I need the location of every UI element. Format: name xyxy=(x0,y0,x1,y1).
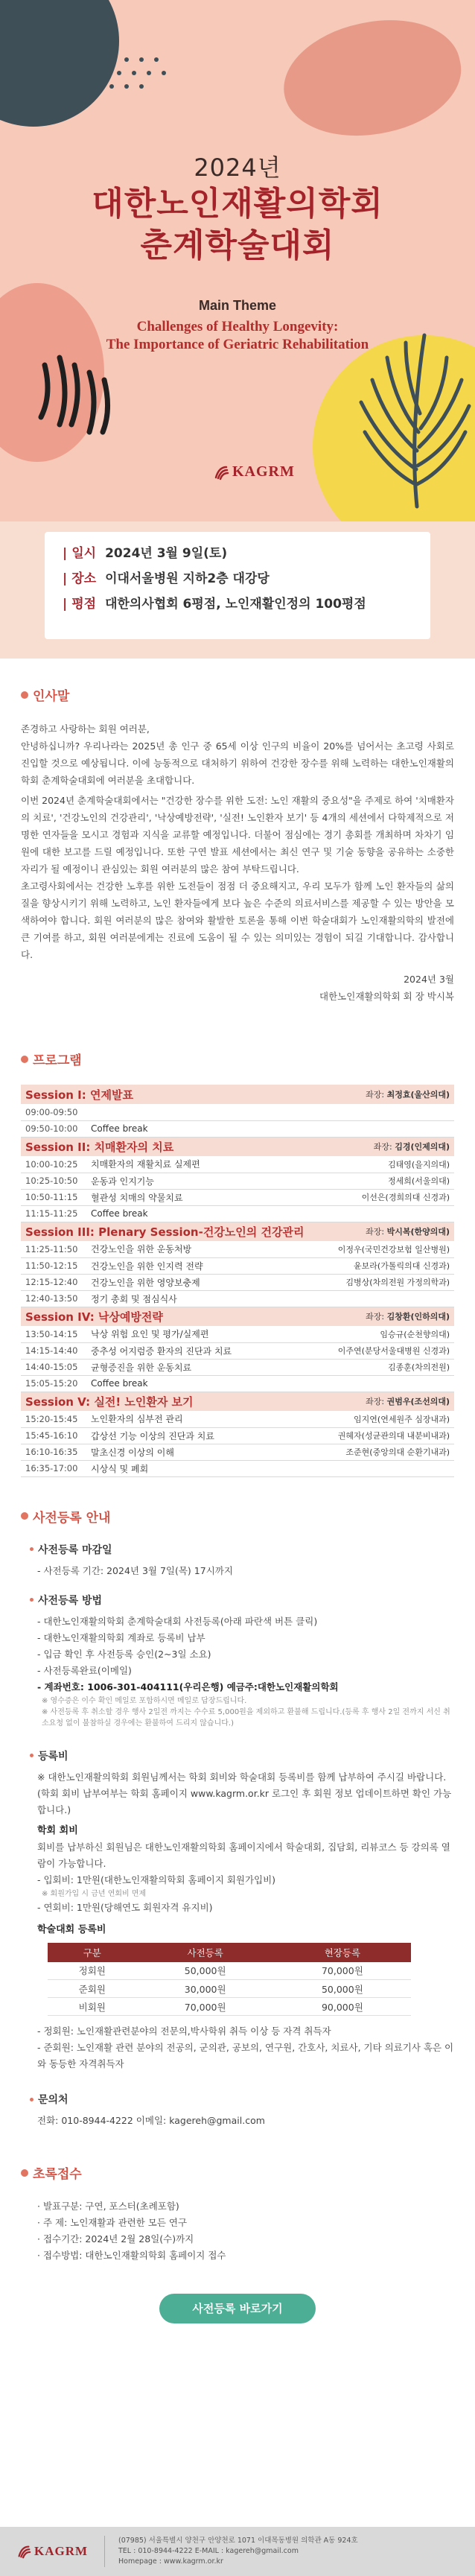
program-speaker: 조준현(중앙의대 순환기내과) xyxy=(325,1444,454,1460)
greeting-p1: 존경하고 사랑하는 회원 여러분, xyxy=(21,723,150,735)
program-row xyxy=(21,1173,454,1189)
program-speaker: 김태영(을지의대) xyxy=(325,1156,454,1173)
fee-row: 비회원 70,000원 90,000원 xyxy=(48,1998,411,2016)
fee-table xyxy=(48,1943,411,2017)
program-title: 운동과 인지기능 xyxy=(86,1173,325,1189)
program-row xyxy=(21,1104,454,1120)
program-speaker: 임승규(순천향의대) xyxy=(325,1326,454,1342)
dues-note: ※ 회원가입 시 금년 연회비 면제 xyxy=(42,1889,147,1898)
decor-dots xyxy=(104,52,201,119)
abstract-heading: 초록접수 xyxy=(21,2163,454,2182)
method-item: - 사전등록완료(이메일) xyxy=(37,1664,132,1676)
program-time: 12:15-12:40 xyxy=(21,1274,86,1290)
program-speaker: 이선은(경희의대 신경과) xyxy=(325,1189,454,1205)
program-row xyxy=(21,1427,454,1444)
kagrm-logo-icon xyxy=(16,2544,31,2559)
info-row-credits: | 평점 대한의사협회 6평점, 노인재활인정의 100평점 xyxy=(63,597,366,612)
main-theme xyxy=(0,298,475,354)
abstract-body xyxy=(21,2198,454,2264)
program-time: 11:50-12:15 xyxy=(21,1257,86,1274)
session-title: Session III: Plenary Session-건강노인의 건강관리 xyxy=(25,1225,305,1239)
program-time: 10:50-11:15 xyxy=(21,1189,86,1205)
program-time: 13:50-14:15 xyxy=(21,1326,86,1342)
program-title: Coffee break xyxy=(86,1120,325,1137)
session-header xyxy=(21,1392,454,1411)
hero-title-line1: 대한노인재활의학회 xyxy=(92,185,383,223)
event-info xyxy=(0,521,475,659)
program-title: 낙상 위험 요인 및 평가/실제편 xyxy=(86,1326,325,1342)
session-title: Session II: 치매환자의 치료 xyxy=(25,1140,174,1154)
member-note: - 정회원: 노인재활관련분야의 전문의,박사학위 취득 이상 등 자격 취득자 xyxy=(37,2025,331,2037)
session-chair: 최정효(울산의대) xyxy=(386,1090,450,1100)
session-chair: 권범우(조선의대) xyxy=(386,1397,450,1407)
program-title: 균형증진을 위한 운동치료 xyxy=(86,1359,325,1375)
program-time: 16:35-17:00 xyxy=(21,1460,86,1476)
fee-title: 등록비 xyxy=(30,1748,454,1763)
program-time: 14:15-14:40 xyxy=(21,1342,86,1359)
fee-table-header: 구분 xyxy=(48,1943,137,1962)
greeting-p4: 초고령사회에서는 건강한 노후를 위한 도전들이 점점 더 중요해지고, 우리 모두가 함께 노인 환자들의 삶의 질을 향상시키기 위해 노력하고, 노인 환자들에게 보다 높은 수준의 의료서비스를 제공할 수 있는 방안을 모색하여야 합니다. 회원 여러분의 많은 참여와 활발한 토론을 통해 이번 학술대회가 노인재활의학의 발전에 큰 기여를 하고, 회원 여러분에게는 진료에 도움이 될 수 있는 의미있는 경험이 되길 기대합니다. 감사합니다. xyxy=(21,881,454,960)
program-row xyxy=(21,1274,454,1290)
program-time: 10:00-10:25 xyxy=(21,1156,86,1173)
contact-title: 문의처 xyxy=(30,2092,454,2107)
session-chair: 김창환(인하의대) xyxy=(386,1312,450,1322)
hero-title-line2: 춘계학술대회 xyxy=(140,226,335,264)
session-header xyxy=(21,1085,454,1104)
fee-row: 준회원 30,000원 50,000원 xyxy=(48,1980,411,1998)
program-time: 11:15-11:25 xyxy=(21,1205,86,1222)
session-chair-label: 좌장: xyxy=(373,1142,392,1152)
hero-banner xyxy=(0,0,475,521)
bullet-dot-icon xyxy=(21,691,28,699)
program-row xyxy=(21,1375,454,1392)
program-title: 시상식 및 폐회 xyxy=(86,1460,325,1476)
program-speaker: 정세희(서울의대) xyxy=(325,1173,454,1189)
footer-logo-text: KAGRM xyxy=(34,2544,89,2558)
registration-body xyxy=(21,1542,454,2130)
program-speaker xyxy=(325,1460,454,1476)
program-title: 정기 총회 및 점심식사 xyxy=(86,1290,325,1307)
program-speaker xyxy=(325,1290,454,1307)
dues-text: - 연회비: 1만원(당해연도 회원자격 유지비) xyxy=(37,1901,213,1913)
footer-tel-email: TEL : 010-8944-4222 E-MAIL : kagereh@gmail.com xyxy=(118,2547,299,2555)
session-header xyxy=(21,1137,454,1156)
program-time: 16:10-16:35 xyxy=(21,1444,86,1460)
bullet-dot-icon xyxy=(30,1754,34,1757)
program-speaker: 권혜자(성균관의대 내분비내과) xyxy=(325,1427,454,1444)
method-note: ※ 영수증은 이수 확인 메일로 포함하시면 메일로 답장드립니다. xyxy=(42,1696,247,1705)
greeting-signer: 대한노인재활의학회 회 장 박시복 xyxy=(319,991,454,1002)
bullet-dot-icon xyxy=(21,2169,28,2177)
method-item: - 대한노인재활의학회 계좌로 등록비 납부 xyxy=(37,1631,205,1643)
program-time: 10:25-10:50 xyxy=(21,1173,86,1189)
session-chair: 박시복(한양의대) xyxy=(386,1227,450,1237)
greeting-body xyxy=(21,720,454,1005)
program-row xyxy=(21,1205,454,1222)
bullet-dot-icon xyxy=(21,1512,28,1520)
program-speaker xyxy=(325,1375,454,1392)
session-chair: 김경(인제의대) xyxy=(395,1142,450,1152)
fee-table-title: 학술대회 등록비 xyxy=(37,1923,106,1935)
program-time: 14:40-15:05 xyxy=(21,1359,86,1375)
program-title: 중추성 어지럼증 환자의 진단과 치료 xyxy=(86,1342,325,1359)
bullet-dot-icon xyxy=(30,1547,34,1551)
main-theme-line1: Challenges of Healthy Longevity: xyxy=(136,319,339,334)
session-title: Session I: 연제발표 xyxy=(25,1088,133,1102)
decor-brush-strokes xyxy=(15,350,164,484)
fee-text: ※ 대한노인재활의학회 회원님께서는 학회 회비와 학술대회 등록비를 함께 납부하여 주시길 바랍니다.(학회 회비 납부여부는 학회 홈페이지 www.kagrm.or.kr 로그인 후 회원 정보 업데이트하면 확인 가능합니다.) xyxy=(37,1771,452,1815)
dues-text: 회비를 납부하신 회원님은 대한노인재활의학회 홈페이지에서 학술대회, 집담회, 리뷰코스 등 강의록 열람이 가능합니다. xyxy=(37,1841,450,1869)
main-theme-label: Main Theme xyxy=(198,298,277,313)
program-speaker: 이정우(국민건강보험 일산병원) xyxy=(325,1241,454,1257)
abstract-item: · 접수방법: 대한노인재활의학회 홈페이지 접수 xyxy=(37,2250,226,2261)
bullet-dot-icon xyxy=(30,2098,34,2101)
info-row-venue: | 장소 이대서울병원 지하2층 대강당 xyxy=(63,571,270,586)
program-speaker: 임지연(연세원주 심장내과) xyxy=(325,1411,454,1427)
program-speaker xyxy=(325,1205,454,1222)
session-chair-label: 좌장: xyxy=(366,1090,385,1100)
program-heading: 프로그램 xyxy=(21,1050,454,1068)
abstract-item: · 접수기간: 2024년 2월 28일(수)까지 xyxy=(37,2233,194,2245)
program-row xyxy=(21,1241,454,1257)
program-speaker: 윤보라(가톨릭의대 신경과) xyxy=(325,1257,454,1274)
hero-year: 2024년 xyxy=(194,153,281,182)
program-row xyxy=(21,1411,454,1427)
event-info-rows xyxy=(63,541,366,617)
footer-homepage: Homepage : www.kagrm.or.kr xyxy=(118,2557,223,2566)
method-item: - 대한노인재활의학회 춘계학술대회 사전등록(아래 파란색 버튼 클릭) xyxy=(37,1615,318,1627)
program-title xyxy=(86,1104,325,1120)
program-table xyxy=(21,1085,454,1477)
program-row xyxy=(21,1189,454,1205)
fee-table-header: 현장등록 xyxy=(274,1943,411,1962)
program-time: 12:40-13:50 xyxy=(21,1290,86,1307)
abstract-item: · 발표구분: 구연, 포스터(초례포함) xyxy=(37,2201,179,2212)
program-row xyxy=(21,1326,454,1342)
program-time: 15:20-15:45 xyxy=(21,1411,86,1427)
program-row xyxy=(21,1156,454,1173)
hero-title-block xyxy=(0,149,475,267)
footer-address: (07985) 서울특별시 양천구 안양천로 1071 이대목동병원 의학관 A동 924호 xyxy=(118,2537,358,2545)
program-speaker xyxy=(325,1104,454,1120)
program-speaker: 이주연(분당서울대병원 신경과) xyxy=(325,1342,454,1359)
deadline-title: 사전등록 마감일 xyxy=(30,1542,454,1557)
program-row xyxy=(21,1120,454,1137)
program-title: Coffee break xyxy=(86,1375,325,1392)
program-time: 15:45-16:10 xyxy=(21,1427,86,1444)
main-content xyxy=(0,685,475,2323)
hero-logo xyxy=(213,463,295,480)
method-note: ※ 사전등록 후 취소할 경우 행사 2일전 까지는 수수료 5,000원을 제외하고 환불해 드립니다.(등록 후 행사 2일 전까지 서신 취소요청 없이 불참하실 경우에는 환불하여 드리지 않습니다.) xyxy=(42,1707,450,1728)
method-item: - 입금 확인 후 사전등록 승인(2~3일 소요) xyxy=(37,1648,211,1660)
method-title: 사전등록 방법 xyxy=(30,1593,454,1608)
program-row xyxy=(21,1342,454,1359)
registration-heading: 사전등록 안내 xyxy=(21,1507,454,1526)
session-title: Session IV: 낙상예방전략 xyxy=(25,1310,163,1324)
program-row xyxy=(21,1444,454,1460)
main-theme-line2: The Importance of Geriatric Rehabilitation xyxy=(106,337,369,352)
decor-rose-blob xyxy=(273,5,471,152)
program-title: 혈관성 치매의 약물치료 xyxy=(86,1189,325,1205)
member-note: - 준회원: 노인재활 관련 분야의 전공의, 군의관, 공보의, 연구원, 간호사, 치료사, 기타 의료기사 혹은 이와 동등한 자격취득자 xyxy=(37,2042,454,2069)
program-row xyxy=(21,1257,454,1274)
session-header xyxy=(21,1307,454,1326)
fee-row: 정회원 50,000원 70,000원 xyxy=(48,1962,411,1980)
program-title: 건강노인을 위한 인지력 전략 xyxy=(86,1257,325,1274)
program-row xyxy=(21,1290,454,1307)
hero-logo-text: KAGRM xyxy=(232,463,295,480)
program-speaker xyxy=(325,1120,454,1137)
program-title: Coffee break xyxy=(86,1205,325,1222)
pre-registration-button[interactable]: 사전등록 바로가기 xyxy=(159,2294,316,2323)
deadline-text: - 사전등록 기간: 2024년 3월 7일(목) 17시까지 xyxy=(37,1564,233,1576)
bullet-dot-icon xyxy=(30,1598,34,1602)
program-time: 11:25-11:50 xyxy=(21,1241,86,1257)
program-time: 15:05-15:20 xyxy=(21,1375,86,1392)
footer-contact xyxy=(104,2536,358,2567)
session-chair-label: 좌장: xyxy=(366,1397,385,1407)
bank-account: - 계좌번호: 1006-301-404111(우리은행) 예금주:대한노인재활의학회 xyxy=(37,1681,339,1693)
abstract-item: · 주 제: 노인재활과 관련한 모든 연구 xyxy=(37,2217,188,2228)
greeting-heading: 인사말 xyxy=(21,685,454,704)
decor-dark-circle xyxy=(0,0,119,127)
info-row-date: | 일시 2024년 3월 9일(토) xyxy=(63,546,228,561)
fee-table-header: 사전등록 xyxy=(137,1943,274,1962)
program-speaker: 김종훈(차의전원) xyxy=(325,1359,454,1375)
session-title: Session V: 실전! 노인환자 보기 xyxy=(25,1395,194,1409)
session-chair-label: 좌장: xyxy=(366,1312,385,1322)
greeting-date: 2024년 3월 xyxy=(404,974,454,985)
footer xyxy=(0,2527,475,2576)
program-title: 노인환자의 심부전 관리 xyxy=(86,1411,325,1427)
dues-text: - 입회비: 1만원(대한노인재활의학회 홈페이지 회원가입비) xyxy=(37,1874,276,1885)
program-time: 09:00-09:50 xyxy=(21,1104,86,1120)
session-chair-label: 좌장: xyxy=(366,1227,385,1237)
contact-text: 전화: 010-8944-4222 이메일: kagereh@gmail.com xyxy=(37,2115,265,2126)
dues-title: 학회 회비 xyxy=(37,1824,78,1836)
program-time: 09:50-10:00 xyxy=(21,1120,86,1137)
program-speaker: 김병상(차의전원 가정의학과) xyxy=(325,1274,454,1290)
greeting-p3: 이번 2024년 춘계학술대회에서는 "건강한 장수를 위한 도전: 노인 재활의 중요성"을 주제로 하여 '치매환자의 치료', '건강노인의 건강관리', '낙상예방전략', '실전! 노인환자 보기' 등 4개의 세션에서 다학제적으로 저명한 연자들을 모시고 경험과 지식을 교류할 예정입니다. 더불어 점심에는 경기 총회를 개최하며 차차기 임원에 대한 보고를 드릴 예정입니다. 또한 구연 발표 세션에서는 최신 연구 및 기술 동향을 공유하는 소중한 자리가 될 예정이니 관심있는 회원 여러분의 많은 참여 부탁드립니다. xyxy=(21,795,454,875)
program-row xyxy=(21,1359,454,1375)
session-header xyxy=(21,1222,454,1241)
greeting-p2: 안녕하십니까? 우리나라는 2025년 총 인구 중 65세 이상 인구의 비율이 20%를 넘어서는 초고령 사회로 진입할 것으로 예상됩니다. 이에 능동적으로 대처하기 위하여 건강한 장수를 위해 노력하는 대한노인재활의학회 춘계학술대회에 여러분을 초대합니다. xyxy=(21,740,454,786)
program-title: 건강노인을 위한 영양보충제 xyxy=(86,1274,325,1290)
program-title: 건강노인을 위한 운동처방 xyxy=(86,1241,325,1257)
footer-logo xyxy=(0,2544,104,2559)
program-title: 말초신경 이상의 이해 xyxy=(86,1444,325,1460)
program-title: 치매환자의 재활치료 실제편 xyxy=(86,1156,325,1173)
program-title: 갑상선 기능 이상의 진단과 치료 xyxy=(86,1427,325,1444)
kagrm-logo-icon xyxy=(213,464,229,480)
program-row xyxy=(21,1460,454,1476)
bullet-dot-icon xyxy=(21,1056,28,1063)
